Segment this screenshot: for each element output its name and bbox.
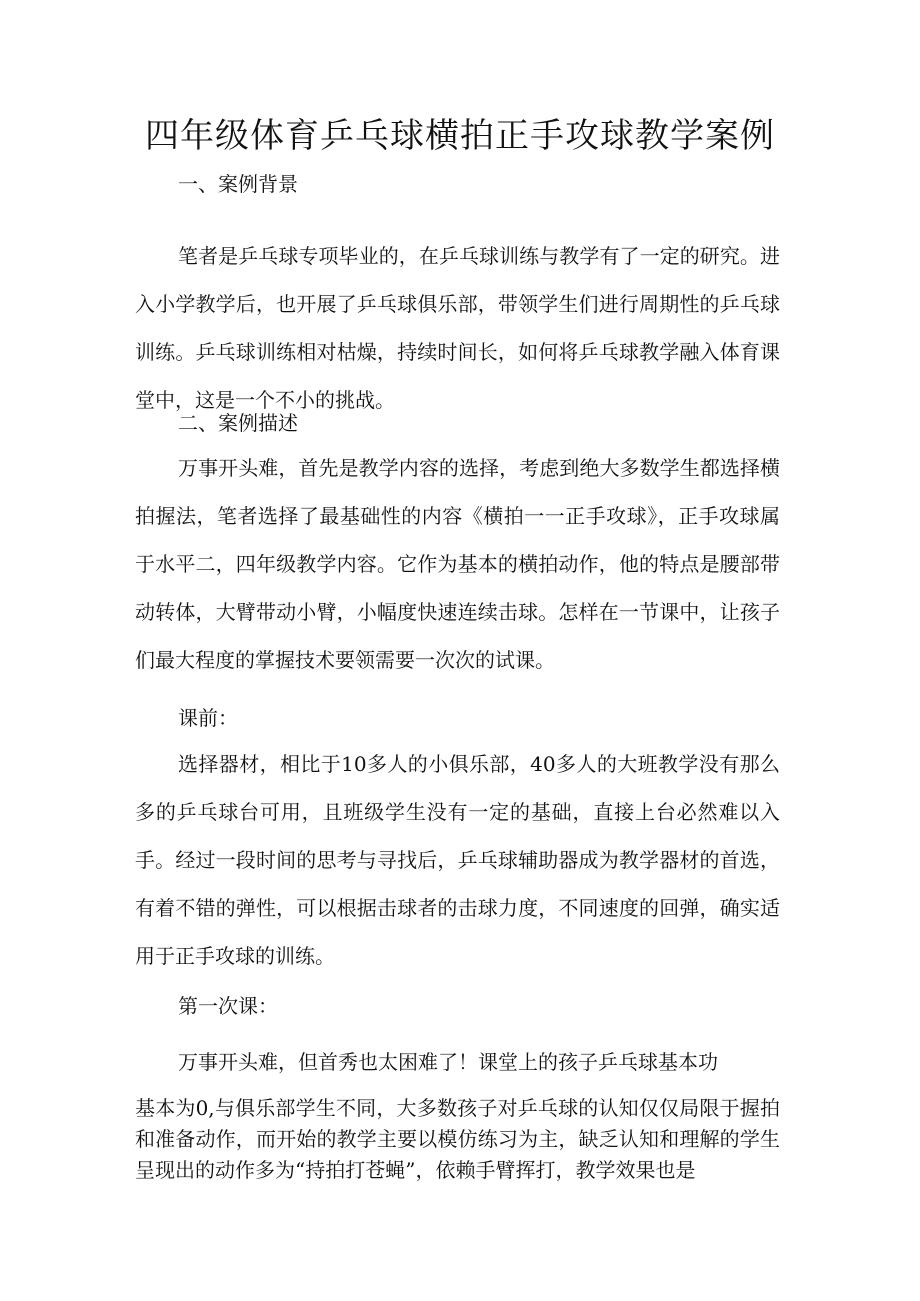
paragraph-pre-class: 选择器材，相比于10多人的小俱乐部，40多人的大班教学没有那么多的乒乓球台可用，且班级学生没有一定的基础，直接上台必然难以入手。经过一段时间的思考与寻找后，乒乓球辅助器成为教学器材的首选，有着不错的弹性，可以根据击球者的击球力度，不同速度的回弹，确实适用于正手攻球的训练。 <box>135 752 780 968</box>
paragraph-first-class: 万事开头难，但首秀也太困难了！课堂上的孩子乒乓球基本功 <box>178 1050 718 1074</box>
subheading-first-class: 第一次课： <box>178 994 278 1018</box>
document-title: 四年级体育乒乓球横拍正手攻球教学案例 <box>145 116 775 156</box>
paragraph-continuation: 基本为0,与俱乐部学生不同，大多数孩子对乒乓球的认知仅仅局限于握拍和准备动作，而开始的教学主要以模仿练习为主，缺乏认知和理解的学生呈现出的动作多为“持拍打苍蝇”，依赖手臂挥打，教学效果也是 <box>135 1096 780 1182</box>
paragraph-description: 万事开头难，首先是教学内容的选择，考虑到绝大多数学生都选择横拍握法，笔者选择了最基础性的内容《横拍一一正手攻球》，正手攻球属于水平二，四年级教学内容。它作为基本的横拍动作，他的特点是腰部带动转体，大臂带动小臂，小幅度快速连续击球。怎样在一节课中，让孩子们最大程度的掌握技术要领需要一次次的试课。 <box>135 456 780 672</box>
section-heading-description: 二、案例描述 <box>178 411 298 435</box>
subheading-pre-class: 课前： <box>178 706 238 730</box>
section-heading-background: 一、案例背景 <box>178 172 298 196</box>
paragraph-background: 笔者是乒乓球专项毕业的，在乒乓球训练与教学有了一定的研究。进入小学教学后，也开展了乒乓球俱乐部，带领学生们进行周期性的乒乓球训练。乒乓球训练相对枯燥，持续时间长，如何将乒乓球教学融入体育课堂中，这是一个不小的挑战。 <box>135 244 780 412</box>
